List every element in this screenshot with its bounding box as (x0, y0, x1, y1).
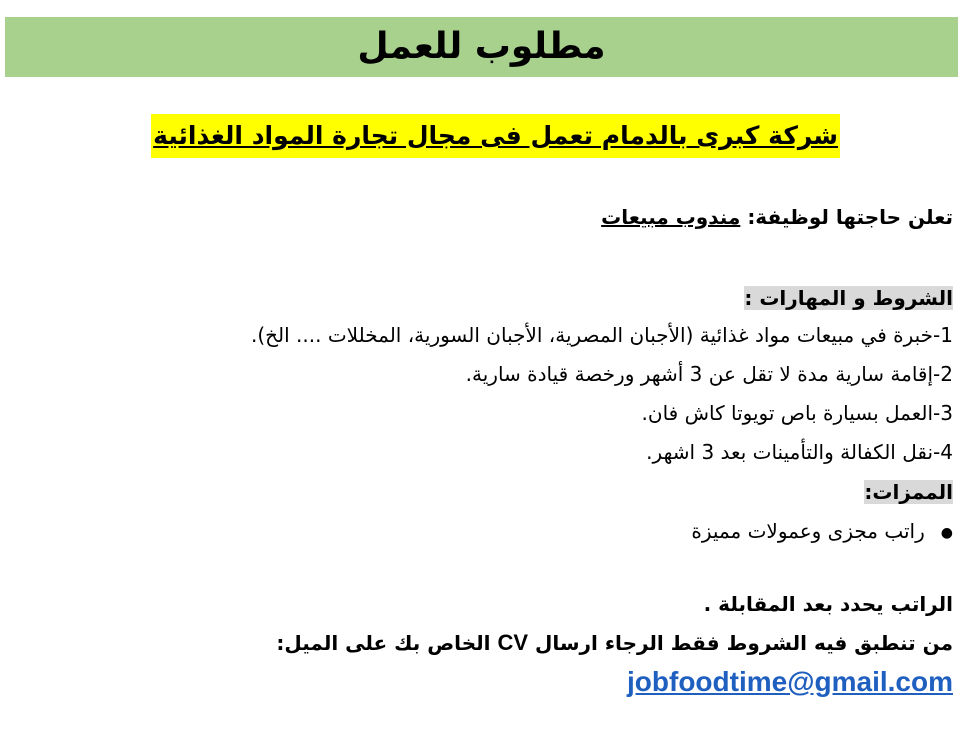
announce-label: تعلن حاجتها لوظيفة: (747, 205, 953, 229)
benefits-heading: الممزات: (864, 480, 953, 504)
job-announcement (601, 201, 953, 233)
requirement-item-3: 3-العمل بسيارة باص تويوتا كاش فان. (641, 401, 953, 425)
benefits-heading-line (864, 476, 953, 508)
requirements-heading: الشروط و المهارات : (744, 286, 953, 310)
benefit-item-1 (691, 515, 953, 549)
benefit-text: راتب مجزى وعمولات مميزة (691, 519, 925, 543)
requirement-item-2: 2-إقامة سارية مدة لا تقل عن 3 أشهر ورخصة قيادة سارية. (465, 362, 953, 386)
requirement-item-1: 1-خبرة في مبيعات مواد غذائية (الأجبان المصرية، الأجبان السورية، المخللات .... الخ). (250, 323, 953, 347)
company-heading: شركة كبرى بالدمام تعمل فى مجال تجارة المواد الغذائية (151, 114, 840, 158)
apply-after-text: الخاص بك على الميل: (276, 631, 491, 655)
bullet-icon: ● (940, 524, 953, 541)
requirement-item-4: 4-نقل الكفالة والتأمينات بعد 3 اشهر. (646, 440, 953, 464)
salary-note: الراتب يحدد بعد المقابلة . (703, 592, 953, 616)
apply-before-text: من تنطبق فيه الشروط فقط الرجاء ارسال (534, 631, 953, 655)
apply-instructions (276, 627, 953, 659)
title-banner (5, 17, 958, 77)
requirements-heading-line (744, 282, 953, 314)
job-position: مندوب مبيعات (601, 205, 741, 229)
cv-label: CV (497, 630, 528, 655)
page-title: مطلوب للعمل (357, 26, 606, 67)
email-link[interactable]: jobfoodtime@gmail.com (627, 666, 953, 697)
